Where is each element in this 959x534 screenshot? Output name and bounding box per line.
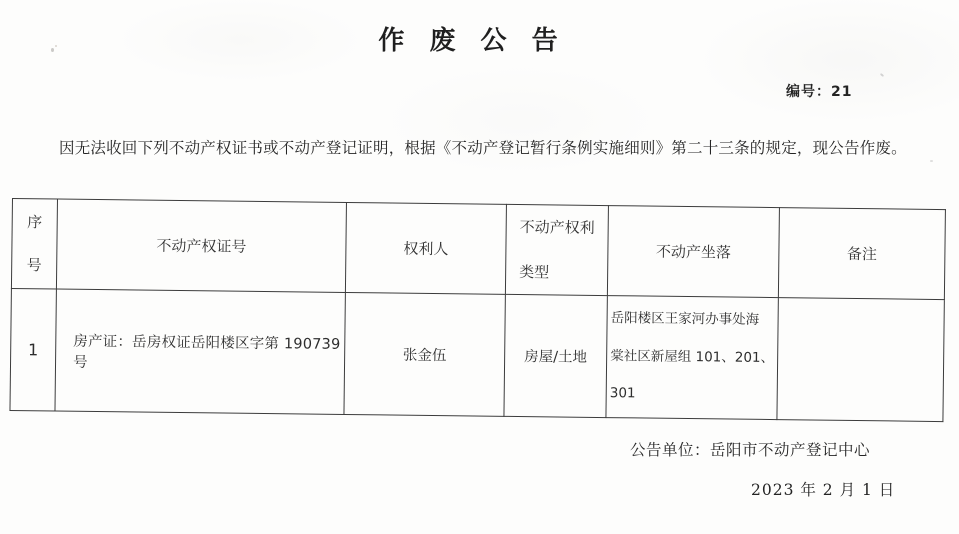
cell-remark <box>777 298 944 422</box>
date-line: 2023 年 2 月 1 日 <box>751 481 896 499</box>
header-cert-no: 不动产权证号 <box>56 199 346 292</box>
table <box>9 198 945 422</box>
header-holder: 权利人 <box>345 202 506 294</box>
cell-cert-no: 房产证：岳房权证岳阳楼区字第 190739 号 <box>55 289 345 414</box>
cell-location <box>606 296 778 420</box>
table-row <box>10 288 944 421</box>
scan-speck <box>930 160 933 162</box>
issuer-line: 公告单位：岳阳市不动产登记中心 <box>630 441 871 459</box>
table-header-row <box>11 199 945 300</box>
body-paragraph: 因无法收回下列不动产权证书或不动产登记证明，根据《不动产登记暂行条例实施细则》第二十三条的规定，现公告作废。 <box>59 139 907 157</box>
scan-speck <box>880 73 884 77</box>
scan-speck <box>51 48 54 52</box>
header-remark: 备注 <box>778 208 945 300</box>
header-seq-no: 序 号 <box>11 199 57 290</box>
cell-holder: 张金伍 <box>344 292 505 416</box>
scan-speck <box>55 45 57 47</box>
cell-seq-no: 1 <box>10 288 56 411</box>
page-title: 作 废 公 告 <box>378 26 566 56</box>
header-right-type <box>505 204 608 295</box>
cell-location-text: 岳阳楼区王家河办事处海 棠社区新屋组 101、201、 301 <box>609 309 775 402</box>
header-location: 不动产坐落 <box>607 206 779 298</box>
doc-number: 编号：21 <box>786 84 853 100</box>
invalidation-table <box>9 198 944 422</box>
header-right-type-label: 不动产权利 类型 <box>519 218 595 281</box>
cell-right-type: 房屋/土地 <box>504 294 607 417</box>
